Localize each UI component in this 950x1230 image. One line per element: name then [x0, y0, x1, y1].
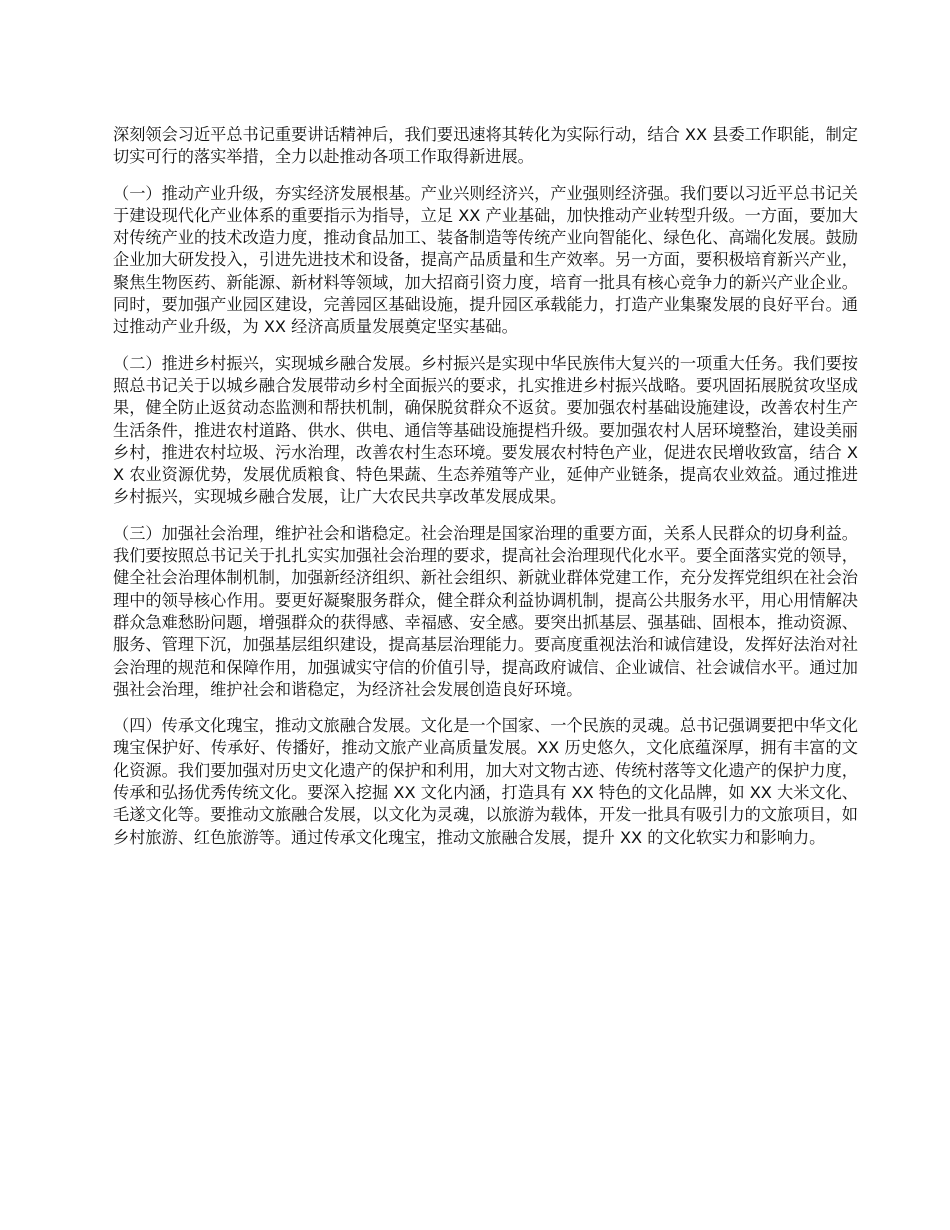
- paragraph-intro: 深刻领会习近平总书记重要讲话精神后，我们要迅速将其转化为实际行动，结合 XX 县委工作职能，制定切实可行的落实举措，全力以赴推动各项工作取得新进展。: [113, 125, 858, 167]
- paragraph-rural-revitalization: （二）推进乡村振兴，实现城乡融合发展。乡村振兴是实现中华民族伟大复兴的一项重大任务。我们要按照总书记关于以城乡融合发展带动乡村全面振兴的要求，扎实推进乡村振兴战略。要巩固拓展脱贫攻坚成果，健全防止返贫动态监测和帮扶机制，确保脱贫群众不返贫。要加强农村基础设施建设，改善农村生产生活条件，推进农村道路、供水、供电、通信等基础设施提档升级。要加强农村人居环境整治，建设美丽乡村，推进农村垃圾、污水治理，改善农村生态环境。要发展农村特色产业，促进农民增收致富，结合 XX 农业资源优势，发展优质粮食、特色果蔬、生态养殖等产业，延伸产业链条，提高农业效益。通过推进乡村振兴，实现城乡融合发展，让广大农民共享改革发展成果。: [113, 353, 858, 507]
- paragraph-industry-upgrade: （一）推动产业升级，夯实经济发展根基。产业兴则经济兴，产业强则经济强。我们要以习近平总书记关于建设现代化产业体系的重要指示为指导，立足 XX 产业基础，加快推动产业转型升级。一方面，要加大对传统产业的技术改造力度，推动食品加工、装备制造等传统产业向智能化、绿色化、高端化发展。鼓励企业加大研发投入，引进先进技术和设备，提高产品质量和生产效率。另一方面，要积极培育新兴产业，聚焦生物医药、新能源、新材料等领域，加大招商引资力度，培育一批具有核心竞争力的新兴产业企业。同时，要加强产业园区建设，完善园区基础设施，提升园区承载能力，打造产业集聚发展的良好平台。通过推动产业升级，为 XX 经济高质量发展奠定坚实基础。: [113, 183, 858, 337]
- paragraph-social-governance: （三）加强社会治理，维护社会和谐稳定。社会治理是国家治理的重要方面，关系人民群众的切身利益。我们要按照总书记关于扎扎实实加强社会治理的要求，提高社会治理现代化水平。要全面落实党的领导，健全社会治理体制机制，加强新经济组织、新社会组织、新就业群体党建工作，充分发挥党组织在社会治理中的领导核心作用。要更好凝聚服务群众，健全群众利益协调机制，提高公共服务水平，用心用情解决群众急难愁盼问题，增强群众的获得感、幸福感、安全感。要突出抓基层、强基础、固根本，推动资源、服务、管理下沉，加强基层组织建设，提高基层治理能力。要高度重视法治和诚信建设，发挥好法治对社会治理的规范和保障作用，加强诚实守信的价值引导，提高政府诚信、企业诚信、社会诚信水平。通过加强社会治理，维护社会和谐稳定，为经济社会发展创造良好环境。: [113, 523, 858, 699]
- document-page: [113, 124, 858, 863]
- paragraph-culture-tourism: （四）传承文化瑰宝，推动文旅融合发展。文化是一个国家、一个民族的灵魂。总书记强调要把中华文化瑰宝保护好、传承好、传播好，推动文旅产业高质量发展。XX 历史悠久，文化底蕴深厚，拥有丰富的文化资源。我们要加强对历史文化遗产的保护和利用，加大对文物古迹、传统村落等文化遗产的保护力度，传承和弘扬优秀传统文化。要深入挖掘 XX 文化内涵，打造具有 XX 特色的文化品牌，如 XX 大米文化、毛遂文化等。要推动文旅融合发展，以文化为灵魂，以旅游为载体，开发一批具有吸引力的文旅项目，如乡村旅游、红色旅游等。通过传承文化瑰宝，推动文旅融合发展，提升 XX 的文化软实力和影响力。: [113, 716, 858, 847]
